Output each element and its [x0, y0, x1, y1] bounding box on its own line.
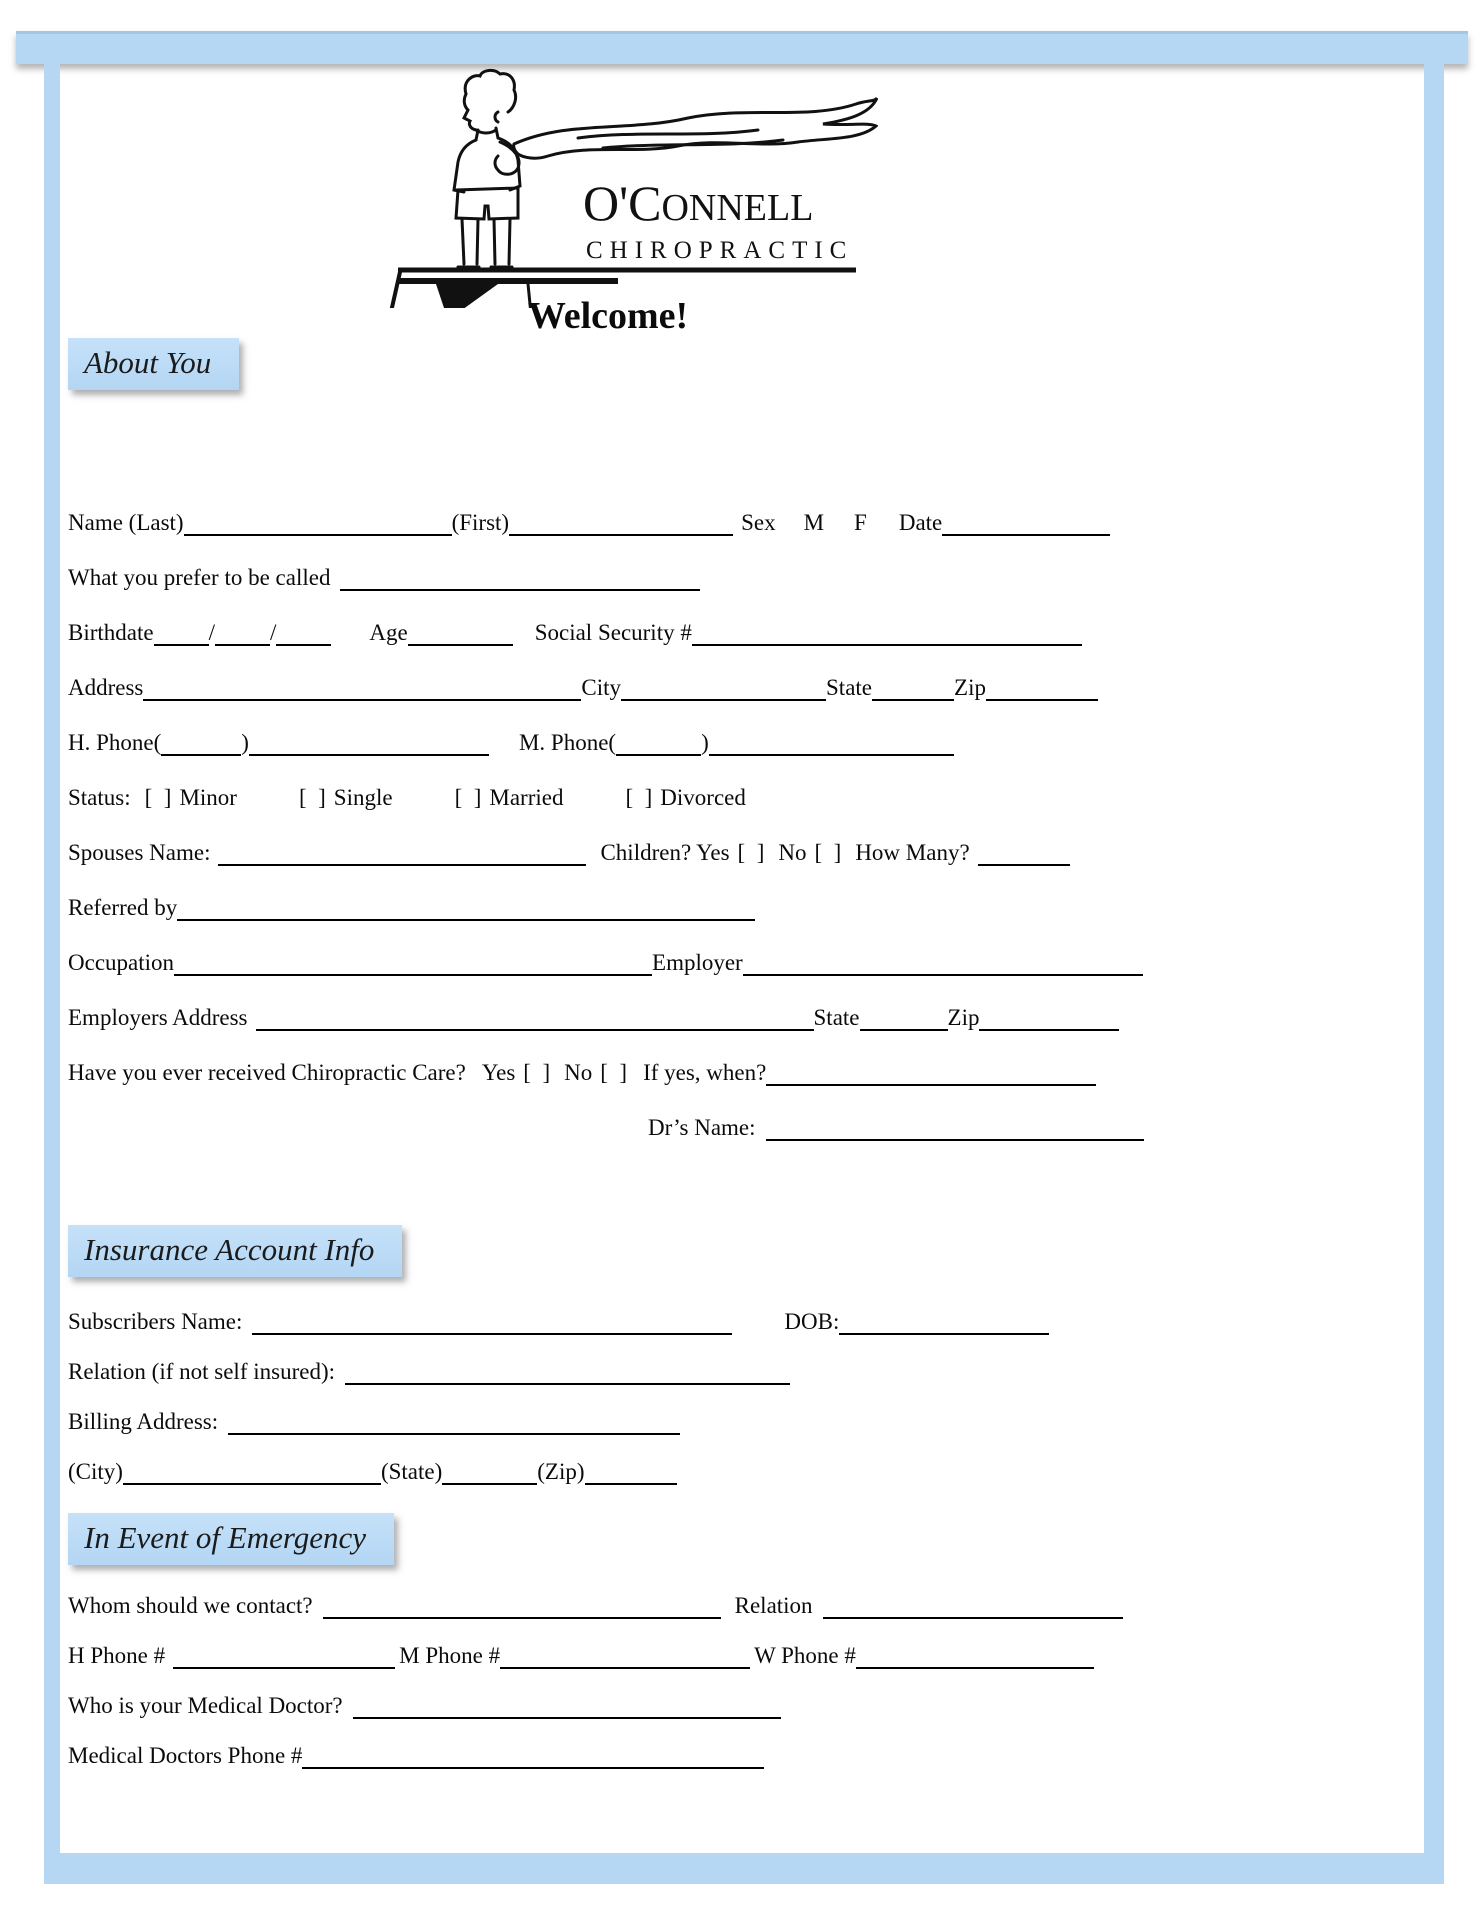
last-name-label: Name (Last)	[68, 510, 184, 535]
mobile-phone-area-field[interactable]	[616, 746, 701, 756]
emergency-contact-label: Whom should we contact?	[68, 1593, 313, 1618]
form-row	[68, 948, 1148, 978]
md-phone-field[interactable]	[302, 1759, 764, 1769]
form-row	[68, 1457, 1148, 1487]
form-row	[68, 1691, 1148, 1721]
page-border-bottom	[44, 1853, 1444, 1884]
emergency-h-phone-field[interactable]	[173, 1659, 395, 1669]
form-row	[68, 1407, 1148, 1437]
children-yes-checkbox[interactable]: [ ]	[737, 840, 765, 865]
billing-state-label: (State)	[380, 1459, 443, 1484]
chiro-care-question-label: Have you ever received Chiropractic Care?	[68, 1060, 466, 1085]
subscribers-name-field[interactable]	[252, 1325, 732, 1335]
form-row	[68, 563, 1148, 593]
emergency-w-phone-field[interactable]	[856, 1659, 1094, 1669]
emergency-section	[68, 1591, 1148, 1771]
employers-address-field[interactable]	[256, 1021, 814, 1031]
date-field[interactable]	[942, 526, 1110, 536]
date-separator: /	[269, 620, 277, 645]
emergency-contact-field[interactable]	[323, 1609, 721, 1619]
page-border-left	[44, 64, 60, 1884]
preferred-name-label: What you prefer to be called	[68, 565, 331, 590]
chiro-no-label: No	[564, 1060, 593, 1085]
page-border-top	[16, 31, 1468, 64]
form-row	[68, 1058, 1148, 1088]
welcome-heading: Welcome!	[527, 295, 689, 337]
emergency-relation-field[interactable]	[823, 1609, 1123, 1619]
emergency-w-phone-label: W Phone #	[754, 1643, 856, 1668]
sex-f-option[interactable]: F	[854, 510, 867, 535]
state-field[interactable]	[872, 691, 954, 701]
single-checkbox[interactable]: [ ]	[298, 785, 326, 810]
form-row	[68, 1113, 1148, 1143]
logo-subtitle: CHIROPRACTIC	[586, 237, 854, 264]
zip-field[interactable]	[986, 691, 1098, 701]
paren-close: )	[701, 730, 709, 755]
employer-field[interactable]	[743, 966, 1143, 976]
status-label: Status:	[68, 785, 131, 810]
form-row	[68, 508, 1148, 538]
state-label: State	[813, 1005, 860, 1030]
referred-by-label: Referred by	[68, 895, 178, 920]
zip-label: Zip	[954, 675, 986, 700]
section-title-about-you: About You	[68, 338, 239, 390]
form-row	[68, 1357, 1148, 1387]
ssn-field[interactable]	[692, 636, 1082, 646]
section-title-emergency: In Event of Emergency	[68, 1513, 394, 1565]
billing-address-label: Billing Address:	[68, 1409, 219, 1434]
form-row	[68, 673, 1148, 703]
form-row	[68, 1307, 1148, 1337]
billing-city-label: (City)	[68, 1459, 123, 1484]
page-border-right	[1424, 64, 1444, 1884]
if-yes-when-field[interactable]	[766, 1076, 1096, 1086]
medical-doctor-field[interactable]	[353, 1709, 781, 1719]
emergency-m-phone-label: M Phone #	[399, 1643, 501, 1668]
state-label: State	[826, 675, 873, 700]
mobile-phone-field[interactable]	[709, 746, 954, 756]
last-name-field[interactable]	[184, 526, 452, 536]
date-label: Date	[898, 510, 943, 535]
form-row	[68, 783, 1148, 813]
ssn-label: Social Security #	[534, 620, 692, 645]
first-name-field[interactable]	[509, 526, 733, 536]
employer-label: Employer	[652, 950, 743, 975]
sex-label: Sex	[741, 510, 776, 535]
relation-insured-label: Relation (if not self insured):	[68, 1359, 335, 1384]
zip-label: Zip	[947, 1005, 980, 1030]
form-row	[68, 1591, 1148, 1621]
billing-zip-label: (Zip)	[537, 1459, 585, 1484]
boy-with-cape-logo-icon	[378, 68, 878, 308]
how-many-label: How Many?	[855, 840, 970, 865]
city-label: City	[581, 675, 622, 700]
home-phone-label: H. Phone(	[68, 730, 162, 755]
married-checkbox[interactable]: [ ]	[454, 785, 482, 810]
employer-zip-field[interactable]	[979, 1021, 1119, 1031]
emergency-m-phone-field[interactable]	[500, 1659, 750, 1669]
birthdate-year-field[interactable]	[276, 636, 331, 646]
divorced-checkbox[interactable]: [ ]	[625, 785, 653, 810]
emergency-relation-label: Relation	[734, 1593, 813, 1618]
insurance-section	[68, 1307, 1148, 1487]
home-phone-area-field[interactable]	[161, 746, 241, 756]
employers-address-label: Employers Address	[68, 1005, 248, 1030]
relation-insured-field[interactable]	[345, 1375, 790, 1385]
chiro-yes-checkbox[interactable]: [ ]	[523, 1060, 551, 1085]
referred-by-field[interactable]	[177, 911, 755, 921]
preferred-name-field[interactable]	[340, 581, 700, 591]
divorced-label: Divorced	[660, 785, 746, 810]
form-row	[68, 893, 1148, 923]
address-label: Address	[68, 675, 144, 700]
form-page	[68, 64, 1148, 1791]
form-row	[68, 618, 1148, 648]
home-phone-field[interactable]	[249, 746, 489, 756]
married-label: Married	[489, 785, 564, 810]
billing-zip-field[interactable]	[585, 1475, 677, 1485]
spouse-name-label: Spouses Name:	[68, 840, 211, 865]
occupation-label: Occupation	[68, 950, 175, 975]
mobile-phone-label: M. Phone(	[518, 730, 617, 755]
dob-label: DOB:	[784, 1309, 840, 1334]
chiro-yes-label: Yes	[481, 1060, 516, 1085]
minor-checkbox[interactable]: [ ]	[144, 785, 172, 810]
birthdate-label: Birthdate	[68, 620, 154, 645]
drs-name-label: Dr’s Name:	[648, 1115, 756, 1140]
spouse-name-field[interactable]	[218, 856, 586, 866]
billing-state-field[interactable]	[442, 1475, 537, 1485]
form-row	[68, 1641, 1148, 1671]
if-yes-when-label: If yes, when?	[643, 1060, 767, 1085]
city-field[interactable]	[621, 691, 826, 701]
first-name-label: (First)	[451, 510, 510, 535]
subscribers-name-label: Subscribers Name:	[68, 1309, 243, 1334]
emergency-h-phone-label: H Phone #	[68, 1643, 166, 1668]
age-field[interactable]	[408, 636, 513, 646]
dob-field[interactable]	[839, 1325, 1049, 1335]
medical-doctor-label: Who is your Medical Doctor?	[68, 1693, 343, 1718]
minor-label: Minor	[179, 785, 237, 810]
form-row	[68, 1003, 1148, 1033]
date-separator: /	[208, 620, 215, 645]
children-no-label: No	[778, 840, 807, 865]
address-field[interactable]	[143, 691, 581, 701]
employer-state-field[interactable]	[860, 1021, 948, 1031]
birthdate-day-field[interactable]	[215, 636, 270, 646]
form-row	[68, 838, 1148, 868]
md-phone-label: Medical Doctors Phone #	[68, 1743, 303, 1768]
occupation-field[interactable]	[174, 966, 652, 976]
logo-title: O'CONNELL	[583, 175, 814, 231]
billing-city-field[interactable]	[123, 1475, 381, 1485]
billing-address-field[interactable]	[228, 1425, 680, 1435]
form-row	[68, 1741, 1148, 1771]
sex-m-option[interactable]: M	[803, 510, 825, 535]
form-row	[68, 728, 1148, 758]
children-no-checkbox[interactable]: [ ]	[814, 840, 842, 865]
age-label: Age	[369, 620, 408, 645]
chiro-no-checkbox[interactable]: [ ]	[600, 1060, 628, 1085]
single-label: Single	[333, 785, 393, 810]
children-yes-label: Children? Yes	[600, 840, 730, 865]
clinic-logo	[108, 68, 1148, 308]
about-you-section	[68, 508, 1148, 1143]
drs-name-field[interactable]	[766, 1131, 1144, 1141]
how-many-field[interactable]	[978, 856, 1070, 866]
paren-close: )	[241, 730, 249, 755]
section-title-insurance: Insurance Account Info	[68, 1225, 402, 1277]
birthdate-month-field[interactable]	[154, 636, 209, 646]
